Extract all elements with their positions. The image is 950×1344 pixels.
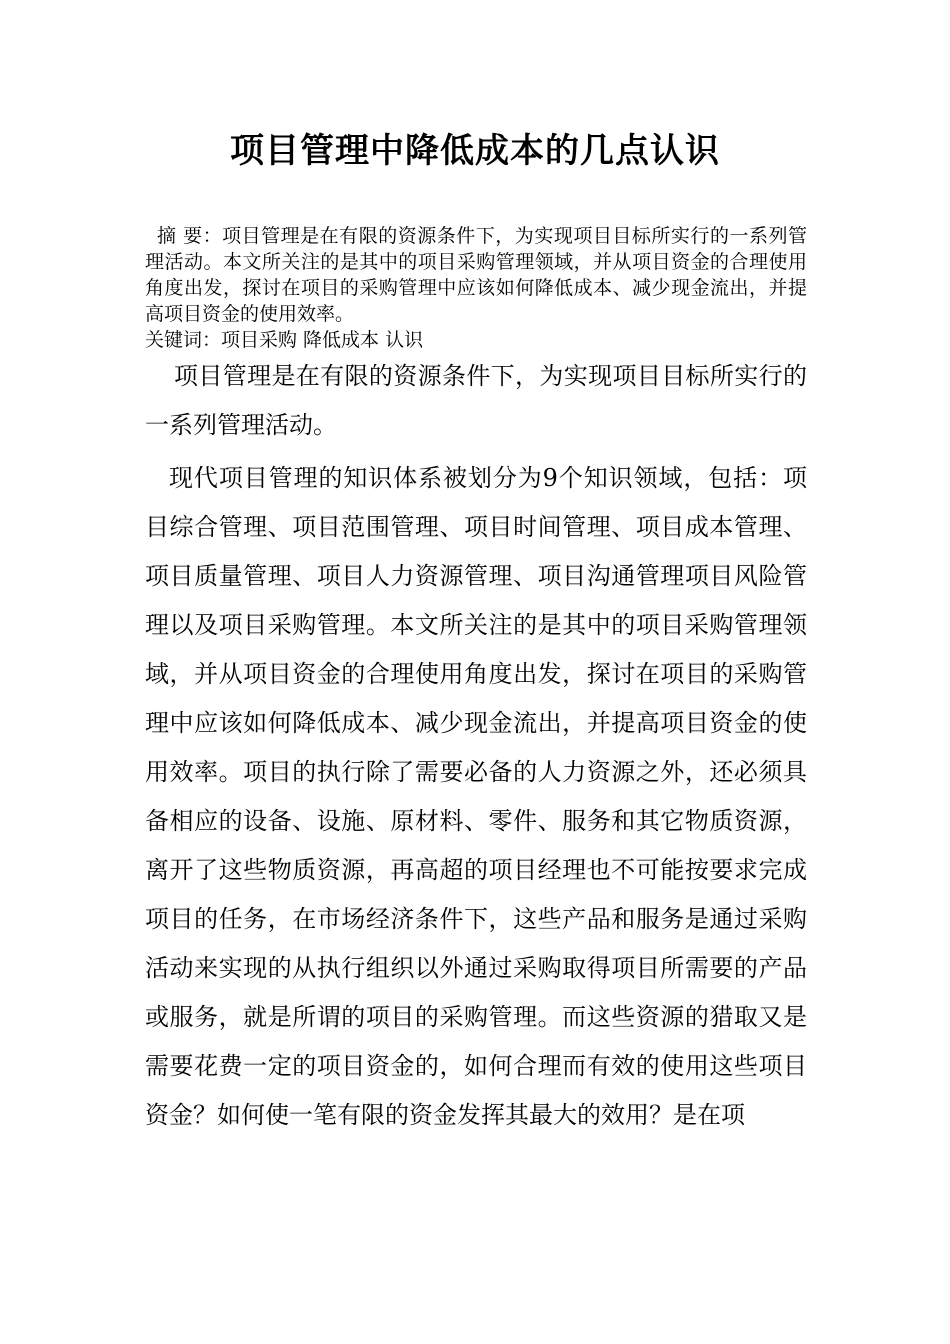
document-title: 项目管理中降低成本的几点认识 <box>230 131 720 171</box>
keywords-line: 关键词：项目采购 降低成本 认识 <box>145 329 424 351</box>
body-paragraph: 现代项目管理的知识体系被划分为9个知识领域，包括：项目综合管理、项目范围管理、项目时间管理、项目成本管理、项目质量管理、项目人力资源管理、项目沟通管理项目风险管理以及项目采购管理。本文所关注的是其中的项目采购管理领域，并从项目资金的合理使用角度出发，探讨在项目的采购管理中应该如何降低成本、减少现金流出，并提高项目资金的使用效率。项目的执行除了需要必备的人力资源之外，还必须具备相应的设备、设施、原材料、零件、服务和其它物质资源，离开了这些物质资源，再高超的项目经理也不可能按要求完成项目的任务，在市场经济条件下，这些产品和服务是通过采购活动来实现的从执行组织以外通过采购取得项目所需要的产品或服务，就是所谓的项目的采购管理。而这些资源的猎取又是需要花费一定的项目资金的，如何合理而有效的使用这些项目资金？如何使一笔有限的资金发挥其最大的效用？是在项 <box>145 464 807 1129</box>
abstract-block <box>145 223 807 353</box>
body-paragraph: 项目管理是在有限的资源条件下，为实现项目目标所实行的一系列管理活动。 <box>145 362 807 439</box>
abstract-text: 摘 要：项目管理是在有限的资源条件下，为实现项目目标所实行的一系列管理活动。本文所关注的是其中的项目采购管理领域，并从项目资金的合理使用角度出发，探讨在项目的采购管理中应该如何降低成本、减少现金流出，并提高项目资金的使用效率。 <box>145 225 807 325</box>
body-text <box>145 352 807 1140</box>
